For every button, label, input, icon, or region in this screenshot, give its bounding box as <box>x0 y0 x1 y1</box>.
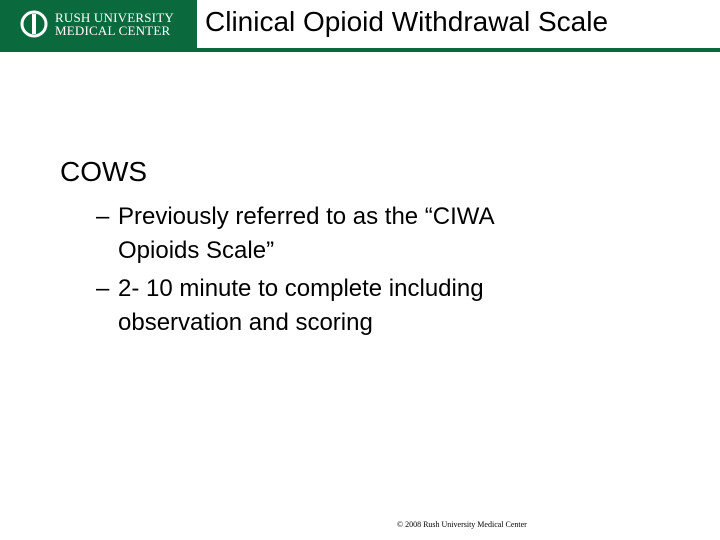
main-bullet: COWS <box>60 156 148 187</box>
dash-marker: – <box>96 275 110 302</box>
sub-bullet-item <box>60 200 578 268</box>
dash-marker: – <box>96 203 110 230</box>
footer-copyright: © 2008 Rush University Medical Center <box>397 520 527 529</box>
sub-bullet-item <box>60 272 578 340</box>
sub-bullet-list <box>60 200 680 340</box>
sub-bullet-text: Previously referred to as the “CIWA Opioids Scale” <box>118 203 494 264</box>
logo-text <box>55 11 174 37</box>
title-divider <box>0 48 720 52</box>
slide-title: Clinical Opioid Withdrawal Scale <box>205 6 609 37</box>
logo-line-2: MEDICAL CENTER <box>55 23 171 38</box>
rush-logo-mark-icon <box>20 10 48 38</box>
sub-bullet-text: 2- 10 minute to complete including observation and scoring <box>118 275 484 336</box>
header-bar <box>0 0 720 50</box>
logo-line-1: RUSH UNIVERSITY <box>55 10 174 25</box>
rush-logo <box>0 0 197 48</box>
slide-content <box>60 152 680 344</box>
